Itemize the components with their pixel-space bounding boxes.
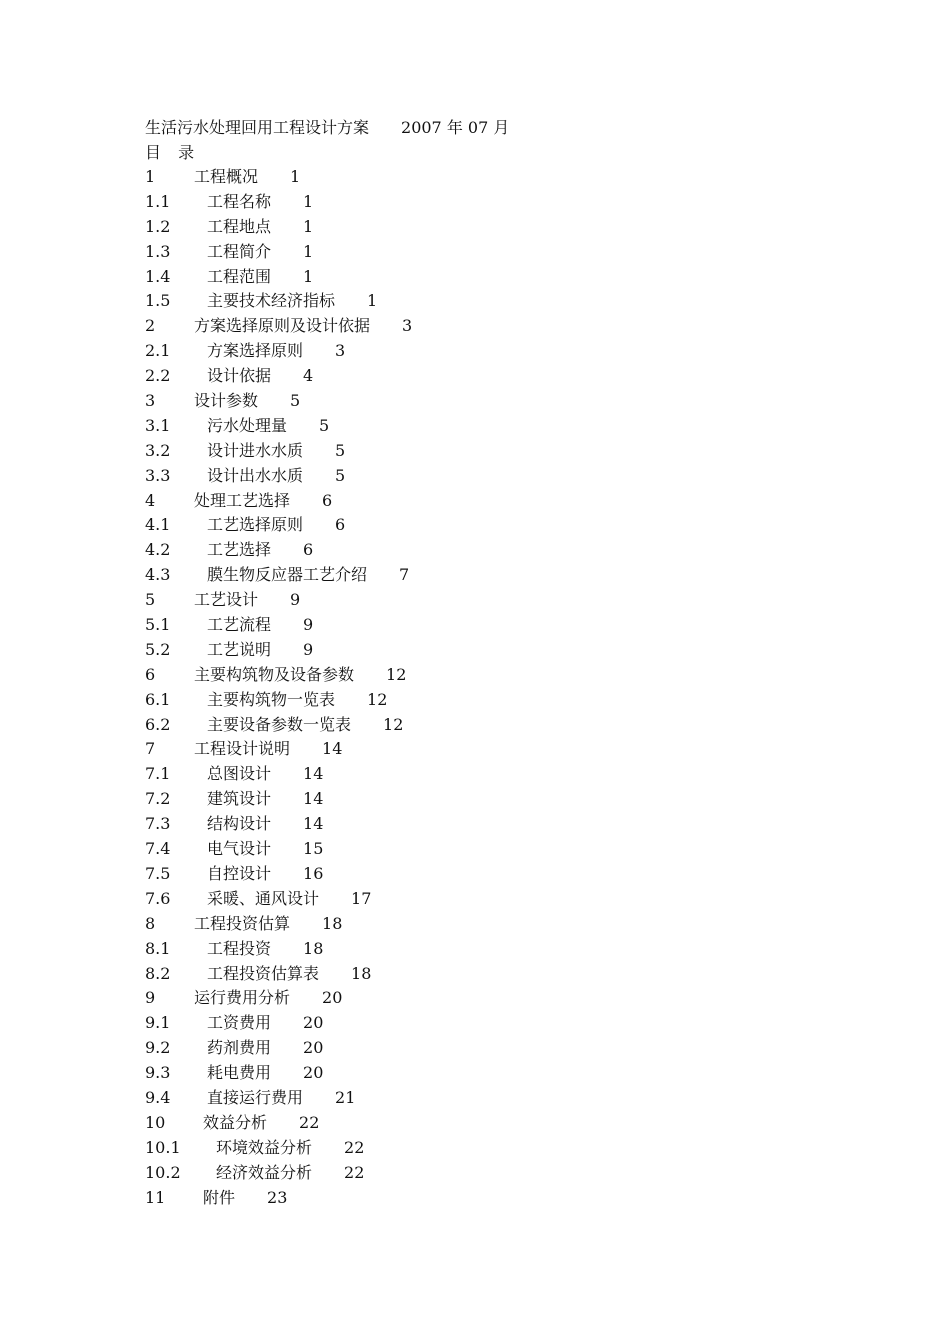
toc-entry-page: 3 [402, 316, 413, 336]
toc-entry-text [207, 962, 371, 987]
toc-entry-number: 4.1 [145, 515, 171, 535]
toc-entry-title: 工资费用 [207, 1013, 272, 1033]
toc-entry-text [207, 240, 313, 265]
toc-entry-title: 设计进水水质 [207, 440, 304, 460]
toc-entry[interactable] [145, 812, 845, 837]
toc-entry-page: 17 [351, 888, 372, 908]
toc-entry[interactable] [145, 1136, 845, 1161]
toc-entry-page: 18 [351, 963, 372, 983]
document-date: 2007 年 07 月 [401, 118, 510, 137]
toc-entry-number: 1.1 [145, 191, 171, 211]
toc-entry[interactable] [145, 1161, 845, 1186]
toc-entry-title: 工程范围 [207, 266, 272, 286]
toc-entry-page: 1 [303, 191, 314, 211]
toc-entry-title: 工艺流程 [207, 615, 272, 635]
toc-entry-title: 主要构筑物一览表 [207, 689, 336, 709]
toc-entry-text [216, 1136, 364, 1161]
toc-entry-text [194, 663, 406, 688]
toc-entry[interactable] [145, 688, 845, 713]
toc-entry-text [207, 887, 371, 912]
toc-entry-title: 采暖、通风设计 [207, 888, 320, 908]
toc-entry-page: 5 [335, 440, 346, 460]
toc-entry[interactable] [145, 1111, 845, 1136]
toc-entry-page: 3 [335, 341, 346, 361]
toc-entry-page: 14 [303, 789, 324, 809]
toc-entry[interactable] [145, 638, 845, 663]
toc-entry-page: 21 [335, 1087, 356, 1107]
toc-entry-text [207, 289, 377, 314]
toc-entry-page: 9 [303, 639, 314, 659]
toc-entry-text [207, 937, 323, 962]
toc-entry-title: 电气设计 [207, 839, 272, 859]
toc-entry-title: 方案选择原则及设计依据 [194, 316, 371, 336]
toc-entry-text [194, 489, 332, 514]
toc-entry-number: 8 [145, 913, 156, 933]
toc-entry-text [207, 1011, 323, 1036]
toc-entry-page: 6 [335, 515, 346, 535]
toc-entry[interactable] [145, 489, 845, 514]
toc-entry-text [216, 1161, 364, 1186]
toc-entry-page: 1 [303, 241, 314, 261]
toc-entry-number: 9.4 [145, 1087, 171, 1107]
toc-entry-text [207, 190, 313, 215]
toc-entry-number: 10.2 [145, 1162, 181, 1182]
toc-entry-text [203, 1186, 287, 1211]
toc-entry-number: 7.4 [145, 839, 171, 859]
toc-entry[interactable] [145, 1061, 845, 1086]
toc-entry-page: 1 [303, 216, 314, 236]
toc-entry-page: 14 [322, 739, 343, 759]
toc-entry-title: 工程设计说明 [194, 739, 291, 759]
toc-entry-number: 6 [145, 664, 156, 684]
toc-entry-text [207, 862, 323, 887]
toc-entry[interactable] [145, 289, 845, 314]
toc-entry[interactable] [145, 240, 845, 265]
toc-entry-page: 20 [303, 1038, 324, 1058]
toc-entry[interactable] [145, 737, 845, 762]
toc-entry[interactable] [145, 165, 845, 190]
toc-entry[interactable] [145, 513, 845, 538]
toc-entry-page: 12 [383, 714, 404, 734]
toc-entry-number: 7.6 [145, 888, 171, 908]
toc-entry-title: 总图设计 [207, 764, 272, 784]
toc-entry-page: 1 [290, 167, 301, 186]
toc-entry-number: 7.1 [145, 764, 171, 784]
toc-entry-number: 9.1 [145, 1013, 171, 1033]
toc-entry-text [207, 1061, 323, 1086]
toc-entry[interactable] [145, 613, 845, 638]
toc-entry-title: 膜生物反应器工艺介绍 [207, 565, 368, 585]
toc-entry-number: 1.3 [145, 241, 171, 261]
toc-entry[interactable] [145, 339, 845, 364]
toc-entry-title: 环境效益分析 [216, 1137, 313, 1157]
toc-entry[interactable] [145, 265, 845, 290]
toc-entry-text [194, 737, 342, 762]
toc-entry-number: 6.2 [145, 714, 171, 734]
toc-entry-number: 1.2 [145, 216, 171, 236]
toc-entry-text [207, 1086, 355, 1111]
toc-entry-text [207, 215, 313, 240]
toc-entry-page: 5 [335, 465, 346, 485]
toc-entry[interactable] [145, 563, 845, 588]
toc-entry[interactable] [145, 986, 845, 1011]
toc-entry-title: 工艺选择原则 [207, 515, 304, 535]
toc-entry-page: 5 [290, 391, 301, 411]
toc-entry-title: 工程投资估算表 [207, 963, 320, 983]
toc-entry-number: 9.2 [145, 1038, 171, 1058]
toc-entry[interactable] [145, 538, 845, 563]
toc-entry[interactable] [145, 215, 845, 240]
toc-entry[interactable] [145, 1036, 845, 1061]
toc-entry-title: 工艺说明 [207, 639, 272, 659]
table-of-contents [145, 165, 845, 1210]
toc-entry-title: 附件 [203, 1187, 236, 1207]
toc-entry-number: 8.1 [145, 938, 171, 958]
toc-entry[interactable] [145, 887, 845, 912]
toc-entry-number: 7 [145, 739, 156, 759]
toc-entry-number: 1.4 [145, 266, 171, 286]
toc-entry-page: 16 [303, 863, 324, 883]
toc-entry-number: 7.5 [145, 863, 171, 883]
toc-entry-title: 设计参数 [194, 391, 259, 411]
toc-entry-text [207, 812, 323, 837]
toc-entry-title: 工艺设计 [194, 590, 259, 610]
toc-entry-page: 12 [367, 689, 388, 709]
toc-entry-page: 5 [319, 415, 330, 435]
toc-entry-number: 6.1 [145, 689, 171, 709]
toc-entry-page: 9 [290, 590, 301, 610]
toc-entry-page: 4 [303, 366, 314, 386]
toc-entry-page: 15 [303, 839, 324, 859]
toc-entry[interactable] [145, 389, 845, 414]
toc-entry[interactable] [145, 937, 845, 962]
toc-entry-title: 效益分析 [203, 1112, 268, 1132]
toc-entry[interactable] [145, 364, 845, 389]
toc-entry-number: 4 [145, 490, 156, 510]
toc-entry-text [207, 1036, 323, 1061]
toc-entry-text [207, 464, 345, 489]
toc-entry-page: 14 [303, 764, 324, 784]
toc-entry-page: 22 [344, 1162, 365, 1182]
toc-entry[interactable] [145, 190, 845, 215]
toc-entry-number: 7.2 [145, 789, 171, 809]
toc-entry-title: 主要技术经济指标 [207, 291, 336, 311]
toc-entry-page: 23 [267, 1187, 288, 1207]
toc-entry-number: 4.3 [145, 565, 171, 585]
toc-entry-number: 9.3 [145, 1063, 171, 1083]
toc-entry-text [207, 762, 323, 787]
toc-entry-page: 18 [322, 913, 343, 933]
toc-entry-page: 20 [303, 1013, 324, 1033]
toc-entry-title: 工程简介 [207, 241, 272, 261]
toc-entry-text [207, 414, 329, 439]
toc-entry[interactable] [145, 762, 845, 787]
toc-entry-number: 10 [145, 1112, 166, 1132]
toc-entry-title: 直接运行费用 [207, 1087, 304, 1107]
toc-entry-text [207, 513, 345, 538]
toc-entry-number: 11 [145, 1187, 166, 1207]
toc-entry[interactable] [145, 1086, 845, 1111]
toc-entry-page: 20 [322, 988, 343, 1008]
toc-entry[interactable] [145, 414, 845, 439]
toc-entry[interactable] [145, 314, 845, 339]
toc-entry-title: 工程投资估算 [194, 913, 291, 933]
toc-entry-text [194, 912, 342, 937]
toc-entry-title: 药剂费用 [207, 1038, 272, 1058]
toc-entry-title: 耗电费用 [207, 1063, 272, 1083]
toc-entry-title: 建筑设计 [207, 789, 272, 809]
toc-entry-number: 3.3 [145, 465, 171, 485]
toc-entry[interactable] [145, 837, 845, 862]
toc-entry-title: 主要构筑物及设备参数 [194, 664, 355, 684]
toc-entry-title: 经济效益分析 [216, 1162, 313, 1182]
toc-entry[interactable] [145, 1011, 845, 1036]
toc-entry-title: 结构设计 [207, 814, 272, 834]
toc-entry-title: 设计出水水质 [207, 465, 304, 485]
toc-entry-text [207, 439, 345, 464]
toc-entry-title: 自控设计 [207, 863, 272, 883]
toc-entry-title: 方案选择原则 [207, 341, 304, 361]
toc-entry[interactable] [145, 1186, 845, 1211]
toc-entry[interactable] [145, 713, 845, 738]
toc-entry-text [207, 364, 313, 389]
toc-entry-title: 工程概况 [194, 167, 259, 186]
toc-entry-number: 10.1 [145, 1137, 181, 1157]
toc-entry-page: 12 [386, 664, 407, 684]
toc-entry-text [194, 588, 300, 613]
toc-entry-page: 14 [303, 814, 324, 834]
toc-entry-number: 5 [145, 590, 156, 610]
toc-entry-title: 处理工艺选择 [194, 490, 291, 510]
toc-entry-number: 9 [145, 988, 156, 1008]
toc-entry-number: 5.1 [145, 615, 171, 635]
toc-entry-text [207, 688, 387, 713]
toc-entry-text [194, 986, 342, 1011]
document-title: 生活污水处理回用工程设计方案 [145, 118, 370, 137]
toc-entry-title: 污水处理量 [207, 415, 288, 435]
toc-entry-text [207, 339, 345, 364]
toc-entry-number: 2.2 [145, 366, 171, 386]
toc-entry-text [207, 713, 403, 738]
toc-entry-page: 18 [303, 938, 324, 958]
toc-entry-title: 运行费用分析 [194, 988, 291, 1008]
toc-entry-number: 3.2 [145, 440, 171, 460]
toc-entry-number: 4.2 [145, 540, 171, 560]
toc-entry-text [207, 638, 313, 663]
toc-entry[interactable] [145, 439, 845, 464]
toc-entry-text [207, 787, 323, 812]
toc-entry-page: 1 [367, 291, 378, 311]
toc-entry-text [203, 1111, 319, 1136]
toc-heading: 目 录 [145, 143, 201, 162]
toc-entry-number: 8.2 [145, 963, 171, 983]
toc-entry-text [207, 563, 409, 588]
toc-entry-page: 9 [303, 615, 314, 635]
toc-entry-title: 工程名称 [207, 191, 272, 211]
toc-entry-number: 2.1 [145, 341, 171, 361]
toc-entry-title: 工程投资 [207, 938, 272, 958]
toc-entry-text [207, 265, 313, 290]
toc-entry-title: 工艺选择 [207, 540, 272, 560]
toc-entry-number: 2 [145, 316, 156, 336]
toc-entry[interactable] [145, 862, 845, 887]
toc-entry-number: 1.5 [145, 291, 171, 311]
toc-entry-text [207, 837, 323, 862]
toc-entry-text [207, 538, 313, 563]
toc-entry-number: 5.2 [145, 639, 171, 659]
toc-entry-page: 6 [303, 540, 314, 560]
document-header [145, 115, 509, 141]
toc-entry-title: 主要设备参数一览表 [207, 714, 352, 734]
toc-entry-page: 22 [344, 1137, 365, 1157]
toc-entry-text [194, 314, 412, 339]
toc-entry-title: 设计依据 [207, 366, 272, 386]
toc-entry[interactable] [145, 464, 845, 489]
toc-entry[interactable] [145, 962, 845, 987]
toc-entry[interactable] [145, 588, 845, 613]
toc-entry-text [207, 613, 313, 638]
toc-entry-title: 工程地点 [207, 216, 272, 236]
toc-entry-page: 20 [303, 1063, 324, 1083]
toc-entry-page: 1 [303, 266, 314, 286]
toc-entry-page: 7 [399, 565, 410, 585]
toc-entry-page: 22 [299, 1112, 320, 1132]
toc-entry-text [194, 165, 300, 190]
toc-entry-number: 3 [145, 391, 156, 411]
toc-entry-text [194, 389, 300, 414]
toc-entry-number: 7.3 [145, 814, 171, 834]
toc-entry[interactable] [145, 787, 845, 812]
toc-entry-number: 3.1 [145, 415, 171, 435]
toc-entry[interactable] [145, 912, 845, 937]
toc-entry-page: 6 [322, 490, 333, 510]
toc-entry-number: 1 [145, 167, 156, 186]
toc-entry[interactable] [145, 663, 845, 688]
